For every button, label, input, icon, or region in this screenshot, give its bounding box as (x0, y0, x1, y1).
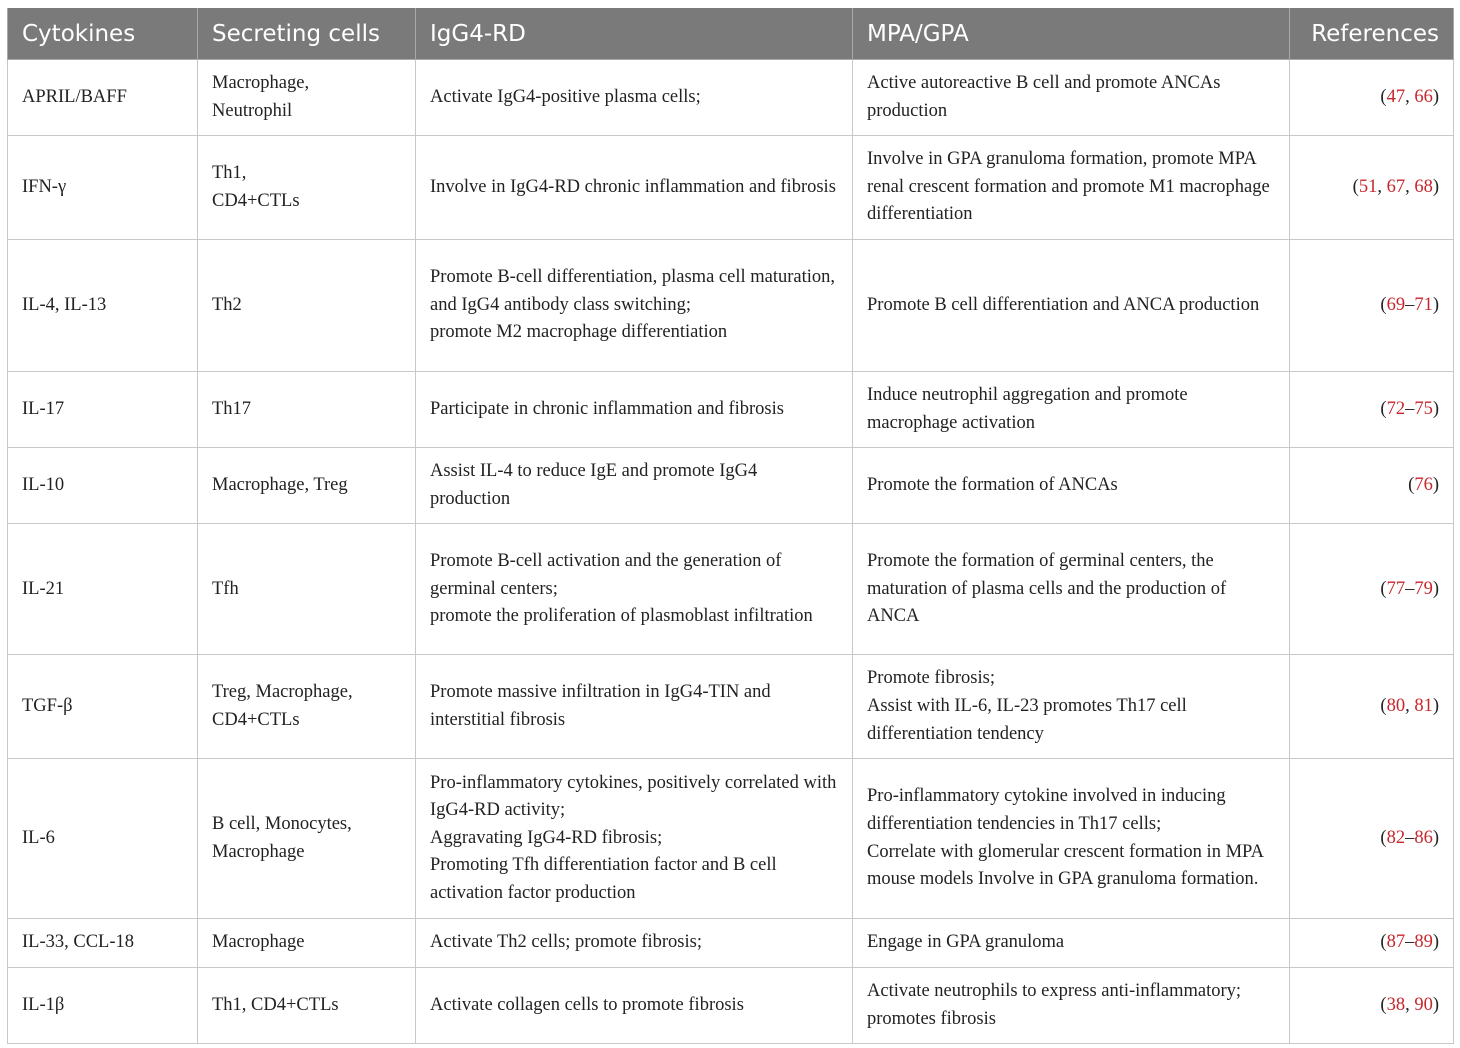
mpa-gpa-cell: Active autoreactive B cell and promote ANCAs production (853, 60, 1290, 136)
igg4-rd-cell: Activate IgG4-positive plasma cells; (416, 60, 853, 136)
reference-link[interactable]: 67 (1386, 176, 1406, 197)
reference-link[interactable]: 86 (1414, 827, 1433, 848)
reference-separator: – (1405, 827, 1415, 848)
reference-link[interactable]: 82 (1386, 827, 1406, 848)
reference-link[interactable]: 76 (1414, 474, 1433, 495)
table-row (8, 524, 1454, 655)
secreting-cells-cell: B cell, Monocytes, Macrophage (198, 759, 416, 919)
igg4-rd-cell: Promote B-cell activation and the generation of germinal centers; promote the proliferation of plasmoblast infiltration (416, 524, 853, 655)
table-row (8, 239, 1454, 371)
mpa-gpa-cell: Promote fibrosis; Assist with IL-6, IL-23 promotes Th17 cell differentiation tendency (853, 655, 1290, 759)
reference-link[interactable]: 47 (1386, 86, 1406, 107)
reference-link[interactable]: 69 (1386, 294, 1406, 315)
reference-separator: , (1405, 176, 1415, 197)
reference-link[interactable]: 89 (1414, 932, 1433, 953)
reference-link[interactable]: 38 (1386, 994, 1406, 1015)
igg4-rd-cell: Participate in chronic inflammation and fibrosis (416, 371, 853, 447)
table-row (8, 968, 1454, 1044)
reference-link[interactable]: 72 (1386, 398, 1406, 419)
table-row (8, 371, 1454, 447)
mpa-gpa-cell: Promote B cell differentiation and ANCA production (853, 239, 1290, 371)
reference-link[interactable]: 81 (1414, 695, 1433, 716)
reference-link[interactable]: 71 (1414, 294, 1433, 315)
references-cell: (82–86) (1290, 759, 1454, 919)
reference-link[interactable]: 66 (1414, 86, 1433, 107)
table-row (8, 655, 1454, 759)
references-cell: (76) (1290, 448, 1454, 524)
reference-link[interactable]: 87 (1386, 932, 1406, 953)
igg4-rd-cell: Involve in IgG4-RD chronic inflammation and fibrosis (416, 136, 853, 240)
secreting-cells-cell: Th2 (198, 239, 416, 371)
reference-link[interactable]: 51 (1358, 176, 1378, 197)
references-cell: (72–75) (1290, 371, 1454, 447)
secreting-cells-cell: Macrophage (198, 919, 416, 968)
references-cell: (47, 66) (1290, 60, 1454, 136)
header-row (8, 8, 1454, 60)
secreting-cells-cell: Tfh (198, 524, 416, 655)
references-cell: (38, 90) (1290, 968, 1454, 1044)
cytokine-cell: APRIL/BAFF (8, 60, 198, 136)
mpa-gpa-cell: Activate neutrophils to express anti-inflammatory; promotes fibrosis (853, 968, 1290, 1044)
header-mpa-gpa: MPA/GPA (853, 8, 1290, 60)
reference-separator: – (1405, 398, 1415, 419)
reference-link[interactable]: 68 (1414, 176, 1433, 197)
header-references: References (1290, 8, 1454, 60)
mpa-gpa-cell: Promote the formation of germinal centers, the maturation of plasma cells and the production of ANCA (853, 524, 1290, 655)
references-cell: (69–71) (1290, 239, 1454, 371)
mpa-gpa-cell: Induce neutrophil aggregation and promote macrophage activation (853, 371, 1290, 447)
mpa-gpa-cell: Promote the formation of ANCAs (853, 448, 1290, 524)
reference-link[interactable]: 75 (1414, 398, 1433, 419)
references-cell: (77–79) (1290, 524, 1454, 655)
cytokine-cell: IL-1β (8, 968, 198, 1044)
igg4-rd-cell: Promote B-cell differentiation, plasma cell maturation, and IgG4 antibody class switching; promote M2 macrophage differentiation (416, 239, 853, 371)
mpa-gpa-cell: Pro-inflammatory cytokine involved in inducing differentiation tendencies in Th17 cells; Correlate with glomerular crescent formation in MPA mouse models Involve in GPA granuloma formation. (853, 759, 1290, 919)
igg4-rd-cell: Pro-inflammatory cytokines, positively correlated with IgG4-RD activity; Aggravating IgG4-RD fibrosis; Promoting Tfh differentiation factor and B cell activation factor production (416, 759, 853, 919)
secreting-cells-cell: Th1, CD4+CTLs (198, 136, 416, 240)
cytokines-table (7, 8, 1454, 1044)
secreting-cells-cell: Th17 (198, 371, 416, 447)
cytokine-cell: IL-33, CCL-18 (8, 919, 198, 968)
igg4-rd-cell: Assist IL-4 to reduce IgE and promote IgG4 production (416, 448, 853, 524)
reference-link[interactable]: 77 (1386, 578, 1406, 599)
table-body (8, 60, 1454, 1044)
reference-link[interactable]: 79 (1414, 578, 1433, 599)
mpa-gpa-cell: Involve in GPA granuloma formation, promote MPA renal crescent formation and promote M1 macrophage differentiation (853, 136, 1290, 240)
cytokine-cell: IL-4, IL-13 (8, 239, 198, 371)
table-row (8, 60, 1454, 136)
references-cell: (51, 67, 68) (1290, 136, 1454, 240)
table-row (8, 919, 1454, 968)
cytokine-cell: IL-21 (8, 524, 198, 655)
secreting-cells-cell: Treg, Macrophage, CD4+CTLs (198, 655, 416, 759)
references-cell: (80, 81) (1290, 655, 1454, 759)
header-secreting-cells: Secreting cells (198, 8, 416, 60)
reference-link[interactable]: 80 (1386, 695, 1406, 716)
table-row (8, 136, 1454, 240)
igg4-rd-cell: Promote massive infiltration in IgG4-TIN and interstitial fibrosis (416, 655, 853, 759)
reference-separator: , (1405, 86, 1415, 107)
reference-link[interactable]: 90 (1414, 994, 1433, 1015)
reference-separator: – (1405, 578, 1415, 599)
reference-separator: – (1405, 294, 1415, 315)
cytokine-cell: IFN-γ (8, 136, 198, 240)
igg4-rd-cell: Activate collagen cells to promote fibrosis (416, 968, 853, 1044)
cytokine-cell: IL-10 (8, 448, 198, 524)
secreting-cells-cell: Macrophage, Treg (198, 448, 416, 524)
cytokine-cell: TGF-β (8, 655, 198, 759)
reference-separator: – (1405, 932, 1415, 953)
secreting-cells-cell: Th1, CD4+CTLs (198, 968, 416, 1044)
reference-separator: , (1405, 994, 1415, 1015)
header-igg4-rd: IgG4-RD (416, 8, 853, 60)
table-row (8, 759, 1454, 919)
igg4-rd-cell: Activate Th2 cells; promote fibrosis; (416, 919, 853, 968)
reference-separator: , (1405, 695, 1415, 716)
secreting-cells-cell: Macrophage, Neutrophil (198, 60, 416, 136)
references-cell: (87–89) (1290, 919, 1454, 968)
reference-separator: , (1377, 176, 1387, 197)
mpa-gpa-cell: Engage in GPA granuloma (853, 919, 1290, 968)
header-cytokines: Cytokines (8, 8, 198, 60)
cytokine-cell: IL-17 (8, 371, 198, 447)
table-row (8, 448, 1454, 524)
cytokine-cell: IL-6 (8, 759, 198, 919)
